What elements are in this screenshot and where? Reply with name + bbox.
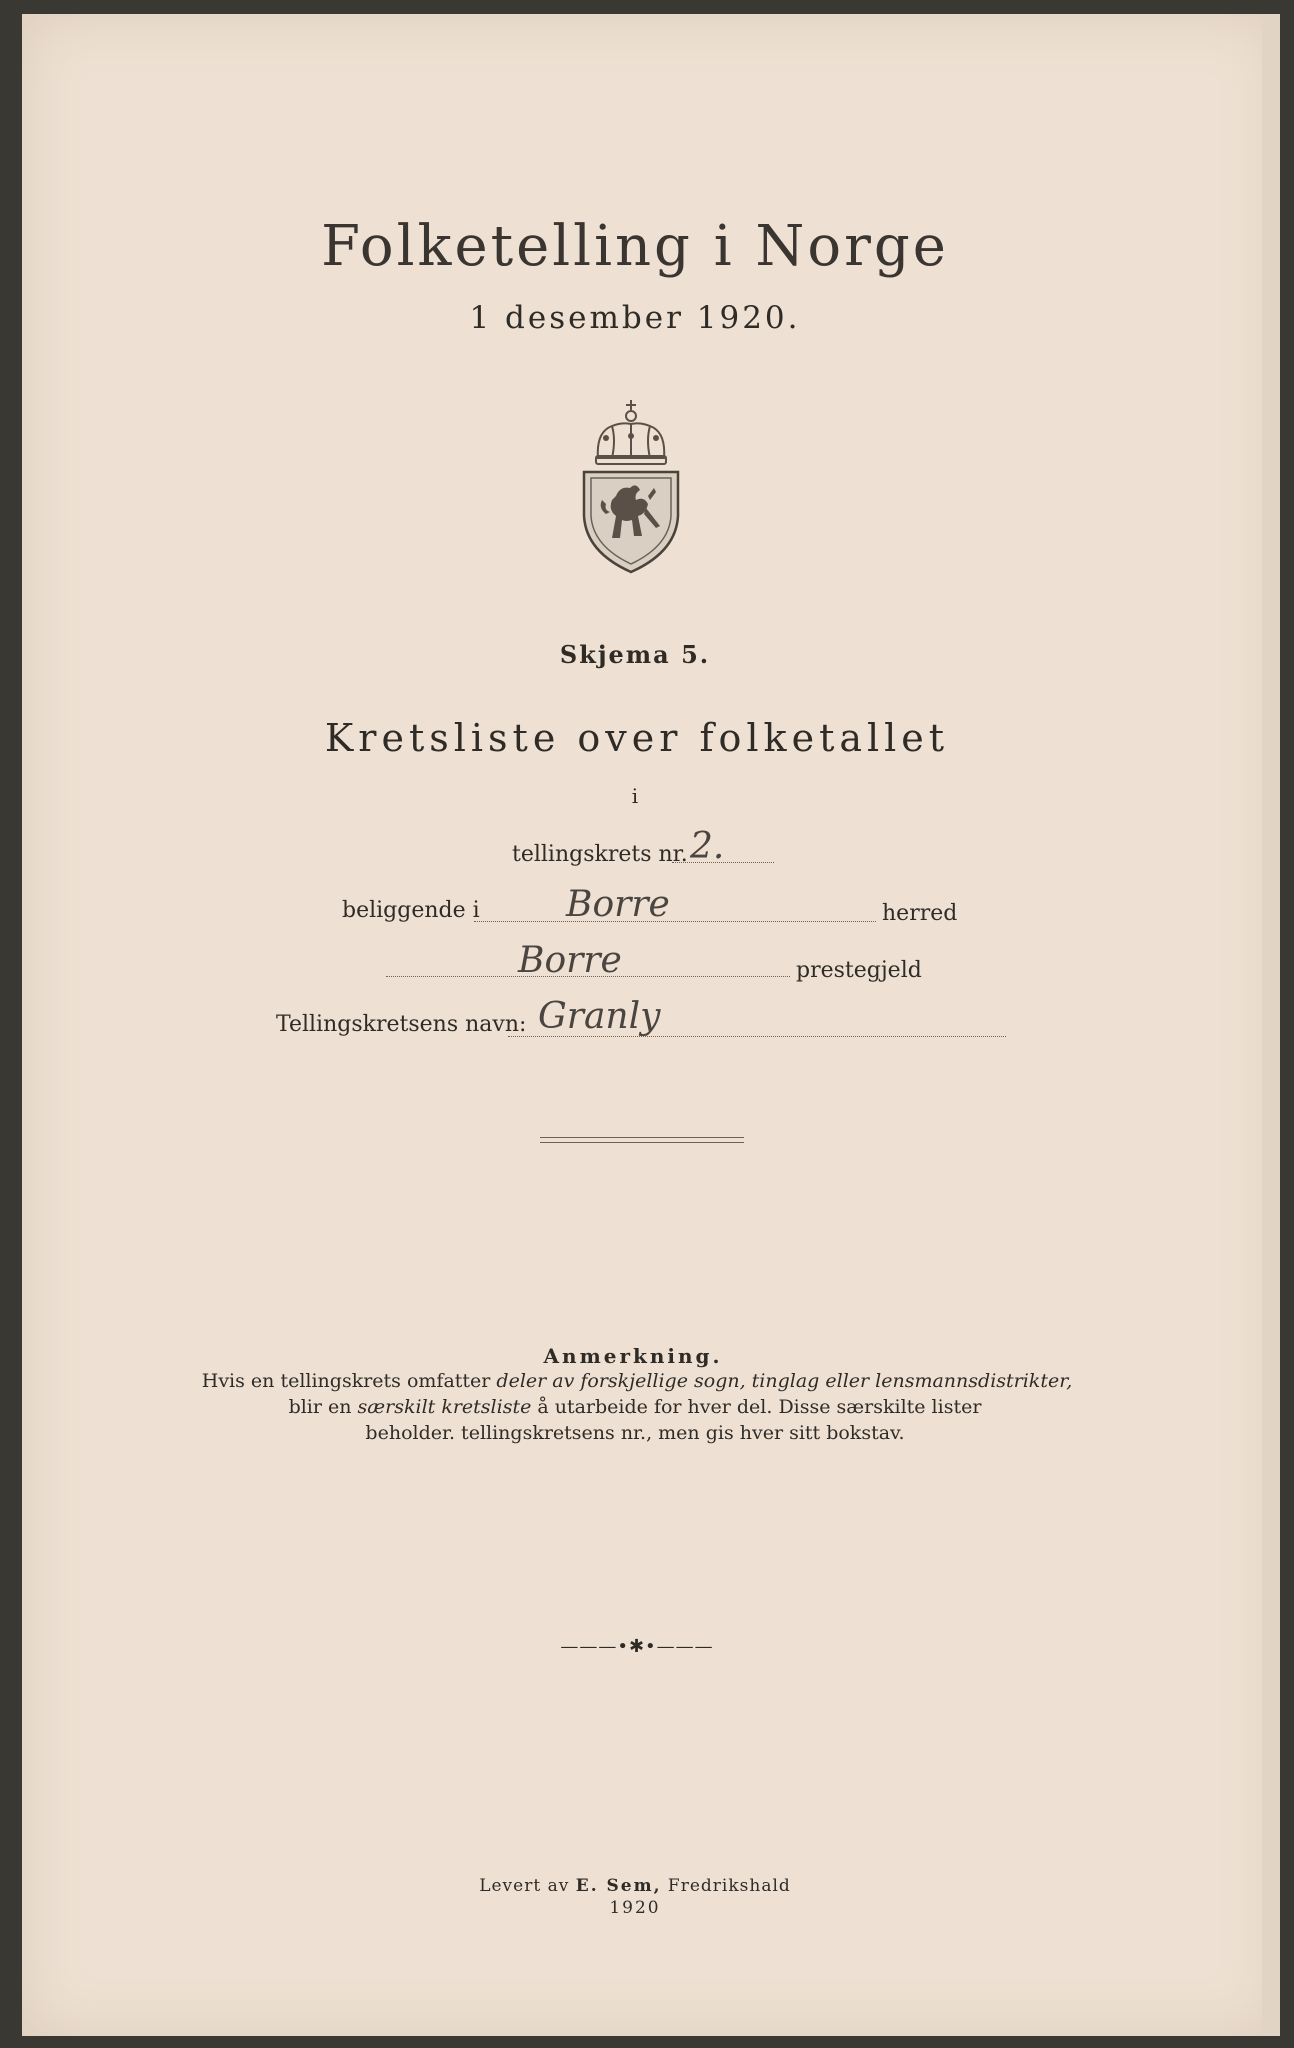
print-year: 1920 xyxy=(609,1898,661,1918)
note-line-3: beholder. tellingskretsens nr., men gis hver sitt bokstav. xyxy=(365,1422,905,1444)
printer-prefix: Levert av xyxy=(479,1876,576,1896)
norwegian-coat-of-arms-icon xyxy=(576,396,686,574)
note-line-2 xyxy=(0,1396,1282,1418)
located-in-label: beliggende i xyxy=(342,898,480,923)
parish-suffix: prestegjeld xyxy=(796,958,922,983)
municipality-field-line xyxy=(474,921,876,922)
section-divider xyxy=(540,1137,744,1143)
census-date: 1 desember 1920. xyxy=(469,300,801,336)
district-number-label: tellingskrets nr. xyxy=(512,842,688,867)
note-line-2-text-a: blir en xyxy=(288,1396,358,1418)
printer-credit xyxy=(0,1876,1282,1896)
note-line-2-text-b: å utarbeide for hver del. Disse særskilte lister xyxy=(531,1396,982,1418)
district-number-value: 2. xyxy=(690,826,725,867)
printer-city: Fredrikshald xyxy=(661,1876,791,1896)
district-name-label: Tellingskretsens navn: xyxy=(276,1012,527,1037)
ornament-divider: ———•✱•——— xyxy=(560,1636,714,1657)
note-heading: Anmerkning. xyxy=(543,1344,723,1368)
schema-number: Skjema 5. xyxy=(559,640,711,669)
printer-name: E. Sem, xyxy=(575,1876,662,1896)
parish-value: Borre xyxy=(518,940,622,981)
document-title: Folketelling i Norge xyxy=(321,214,949,279)
district-name-value: Granly xyxy=(538,996,661,1037)
note-line-1 xyxy=(0,1370,1284,1392)
municipality-value: Borre xyxy=(566,884,670,925)
municipality-suffix: herred xyxy=(882,901,958,926)
note-line-1-text: Hvis en tellingskrets omfatter xyxy=(201,1370,497,1392)
connector-word: i xyxy=(631,784,639,808)
document-subtitle: Kretsliste over folketallet xyxy=(324,716,950,760)
note-line-2-emphasis: særskilt kretsliste xyxy=(357,1396,532,1418)
note-line-1-emphasis: deler av forskjellige sogn, tinglag eller lensmannsdistrikter, xyxy=(496,1370,1073,1392)
